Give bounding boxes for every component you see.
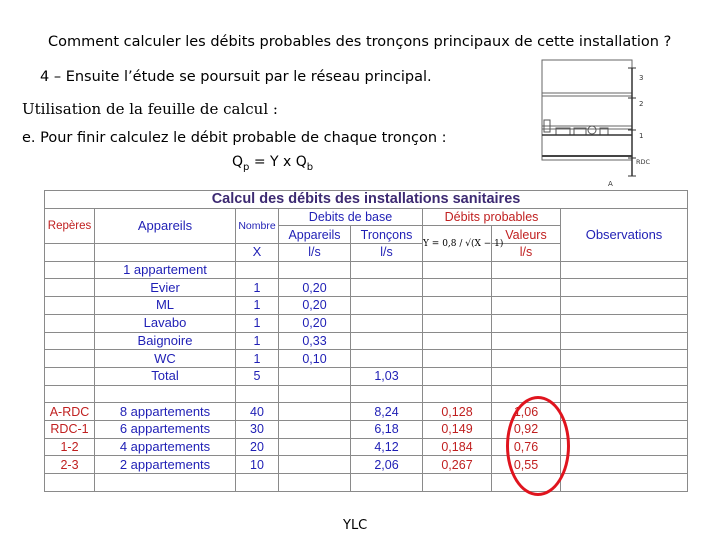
table-row: Evier 1 0,20 [45, 279, 688, 297]
section-row: 1-2 4 appartements 20 4,12 0,184 0,76 [45, 438, 688, 456]
unit-ls: l/s [351, 244, 423, 262]
section-row: RDC-1 6 appartements 30 6,18 0,149 0,92 [45, 420, 688, 438]
header-appareils: Appareils [95, 208, 236, 243]
header-reperes: Repères [45, 208, 95, 243]
utilisation-text: Utilisation de la feuille de calcul : [22, 100, 278, 118]
header-appareils-sub: Appareils [279, 226, 351, 244]
table-row: Baignoire 1 0,33 [45, 332, 688, 350]
table-row: Lavabo 1 0,20 [45, 314, 688, 332]
unit-x: X [236, 244, 279, 262]
building-schematic [540, 58, 670, 190]
instruction-text: e. Pour finir calculez le débit probable de chaque tronçon : [22, 130, 447, 146]
header-observations: Observations [561, 208, 688, 261]
unit-ls: l/s [492, 244, 561, 262]
formula-text: $Q_p = Y$ x $Q_b$ [232, 154, 314, 173]
slide-title: Comment calculer les débits probables des tronçons principaux de cette installation ? [48, 34, 672, 50]
calculation-sheet [44, 190, 687, 498]
calculation-table [44, 190, 688, 492]
schematic-label: RDC [636, 158, 651, 166]
schematic-label: 2 [639, 100, 644, 108]
step-text: 4 – Ensuite l’étude se poursuit par le réseau principal. [40, 69, 432, 85]
footer-text: YLC [343, 518, 368, 533]
header-debits-probables: Débits probables [423, 208, 561, 226]
schematic-label: A [608, 180, 613, 188]
header-debits-base: Debits de base [279, 208, 423, 226]
header-valeurs: Valeurs [492, 226, 561, 244]
table-row: ML 1 0,20 [45, 297, 688, 315]
table-row: WC 1 0,10 [45, 350, 688, 368]
header-nombre: Nombre [236, 208, 279, 243]
schematic-label: 1 [639, 132, 644, 140]
unit-ls: l/s [279, 244, 351, 262]
header-troncons: Tronçons [351, 226, 423, 244]
apartment-label: 1 appartement [95, 261, 236, 279]
schematic-label: 3 [639, 74, 644, 82]
section-row: 2-3 2 appartements 10 2,06 0,267 0,55 [45, 456, 688, 474]
formula-cell: Y = 0,8 / √(X − 1) [423, 226, 492, 261]
sheet-title: Calcul des débits des installations sanitaires [45, 191, 688, 209]
highlight-circle [506, 396, 570, 496]
total-row: Total 5 1,03 [45, 367, 688, 385]
section-row: A-RDC 8 appartements 40 8,24 0,128 1,06 [45, 403, 688, 421]
